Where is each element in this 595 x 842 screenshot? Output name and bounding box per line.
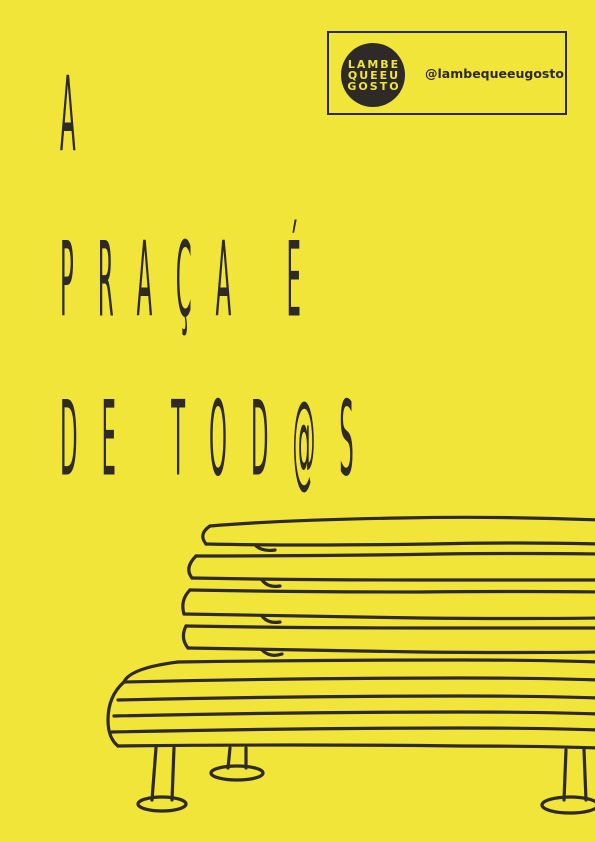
brand-box <box>327 31 567 115</box>
social-handle: @lambequeeugosto <box>425 66 564 81</box>
logo-line-3: GOSTO <box>347 79 401 93</box>
headline-line-3: DE TOD@S <box>60 380 378 501</box>
headline-line-2: PRAÇA É <box>60 221 325 342</box>
brand-logo <box>341 43 405 107</box>
logo-line-2: QUEEU <box>347 68 401 82</box>
headline-line-1: A <box>60 56 76 177</box>
bench-icon <box>0 500 595 842</box>
logo-line-1: LAMBE <box>347 57 401 71</box>
